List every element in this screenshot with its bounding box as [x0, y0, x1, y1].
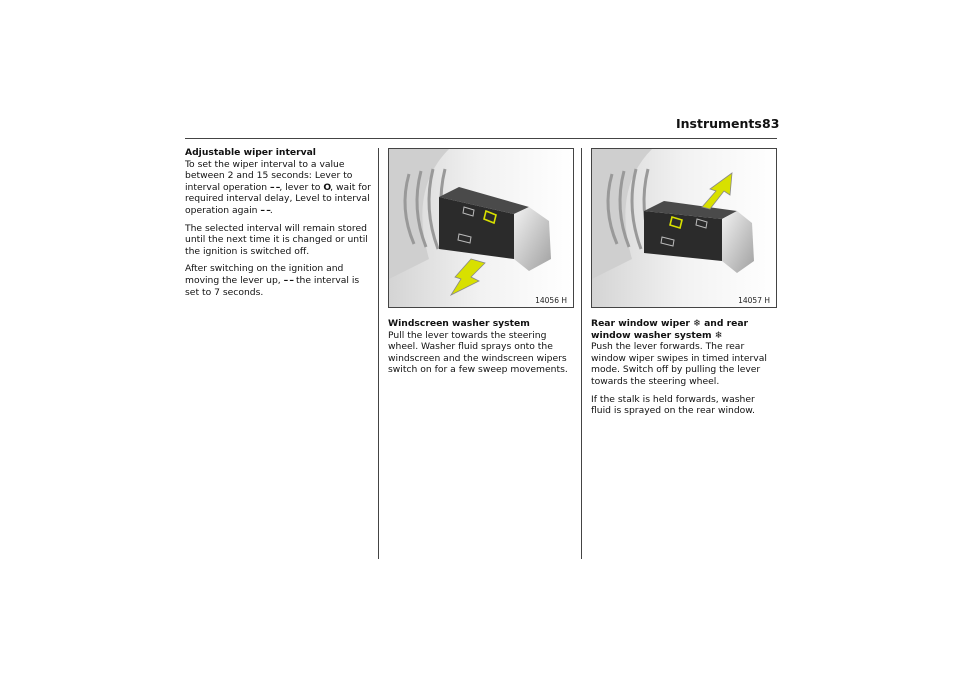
interval-symbol-up: – – — [283, 274, 294, 286]
figure-rear-window-wiper — [591, 148, 777, 308]
interval-symbol: – – — [269, 181, 280, 193]
paragraph-windscreen-washer — [388, 318, 574, 376]
single-wipe-symbol: O — [323, 181, 331, 193]
text-lever-interval: Lever to interval operation — [185, 170, 353, 193]
text-lever-to: , lever to — [279, 181, 321, 193]
column-windscreen-washer — [388, 318, 574, 382]
paragraph-rear-washer: If the stalk is held forwards, washer fluid is sprayed on the rear window. — [591, 393, 755, 417]
text-after-ignition: After switching on the ignition and moving the lever up, — [185, 263, 344, 286]
interval-symbol-again: – – — [260, 204, 270, 216]
column-rear-window-wiper — [591, 318, 777, 423]
header-rule — [185, 138, 777, 139]
heading-rear-window-wiper: Rear window wiper ❄ and rear window washer system ❄ — [591, 318, 749, 341]
heading-adjustable-wiper-interval: Adjustable wiper interval — [185, 147, 316, 158]
paragraph-interval-setting — [185, 147, 371, 217]
star-icon: ❄ — [714, 329, 723, 341]
figure-windscreen-washer — [388, 148, 574, 308]
illustration-lever-push — [592, 149, 776, 307]
star-icon: ❄ — [693, 318, 701, 329]
figure-code: 14057 H — [738, 296, 770, 305]
text-comma: , — [330, 181, 334, 193]
column-divider-2 — [581, 148, 582, 559]
illustration-lever-pull — [389, 149, 573, 307]
text-set-seven-seconds: the interval is set to 7 seconds. — [185, 274, 360, 298]
page-number: 83 — [762, 116, 780, 131]
paragraph-interval-stored: The selected interval will remain stored until the next time it is changed or until the ignition is switched off. — [185, 222, 368, 257]
text-windscreen-washer: Pull the lever towards the steering wheel. Washer fluid sprays onto the windscreen and the windscreen wipers switch on for a few sweep movements. — [388, 329, 568, 376]
column-divider-1 — [378, 148, 379, 559]
text-period: . — [269, 204, 273, 216]
text-set-interval: To set the wiper interval to a value between 2 and 15 seconds: — [185, 158, 345, 182]
text-wait-delay: wait for required interval delay, Level to interval operation again — [185, 181, 371, 216]
figure-code: 14056 H — [535, 296, 567, 305]
text-rear-wiper-operation: Push the lever forwards. The rear window wiper swipes in timed interval mode. Switch off by pulling the lever towards the steering wheel. — [591, 341, 767, 387]
paragraph-rear-wiper — [591, 318, 777, 388]
heading-windscreen-washer: Windscreen washer system — [388, 318, 530, 329]
column-wiper-interval — [185, 147, 371, 304]
paragraph-default-interval — [185, 263, 371, 298]
page-header-title: Instruments — [676, 116, 762, 131]
